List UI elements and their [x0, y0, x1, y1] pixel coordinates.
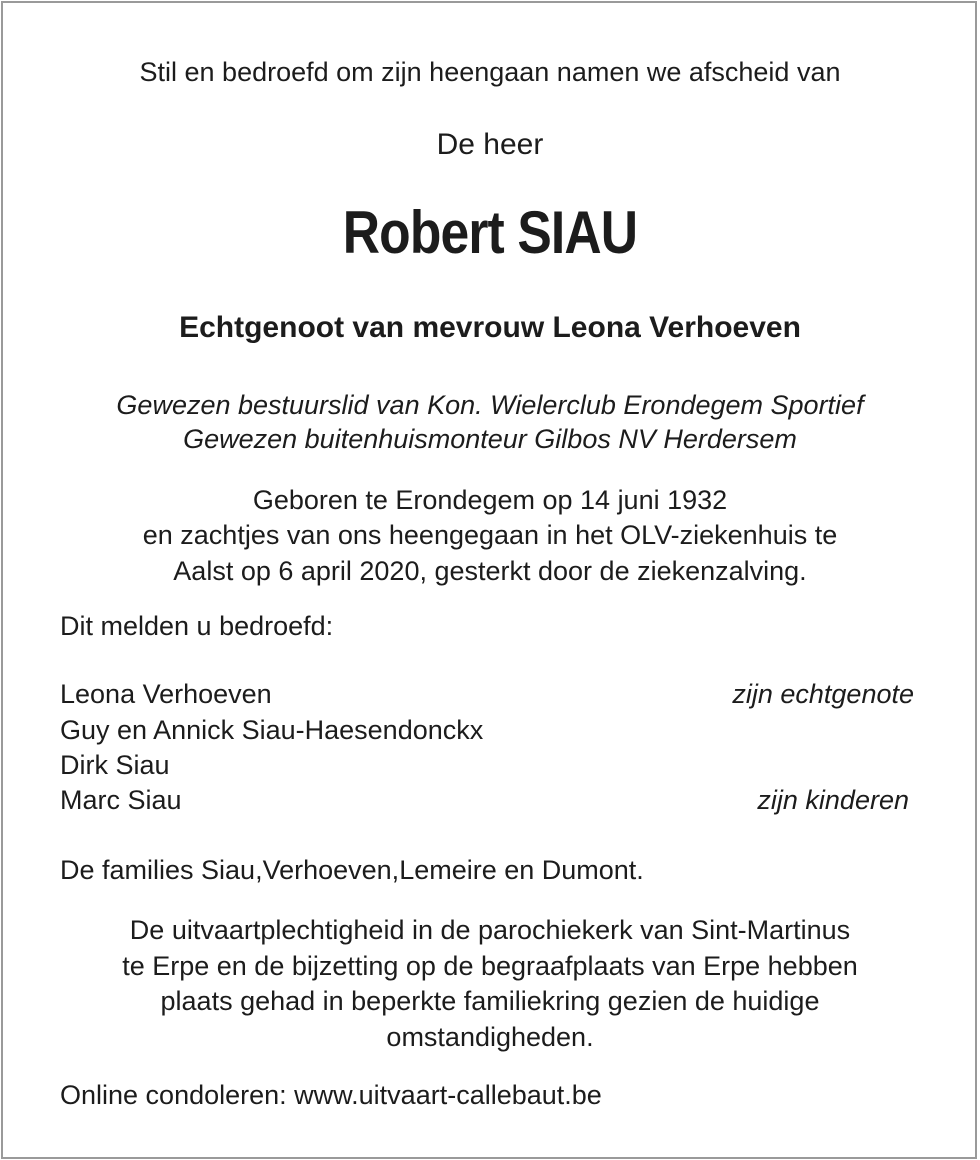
- mourner-name: Leona Verhoeven: [60, 679, 272, 709]
- families-line: De families Siau,Verhoeven,Lemeire en Dumont.: [60, 855, 644, 885]
- function-line: Gewezen bestuurslid van Kon. Wielerclub Erondegem Sportief: [116, 390, 864, 420]
- mourner-relation: zijn kinderen: [757, 785, 909, 815]
- mourner-name: Guy en Annick Siau-Haesendonckx: [60, 715, 484, 745]
- function-line: Gewezen buitenhuismonteur Gilbos NV Herdersem: [183, 424, 797, 454]
- condolence-link: Online condoleren: www.uitvaart-callebaut.be: [60, 1080, 602, 1110]
- life-detail-line: Geboren te Erondegem op 14 juni 1932: [252, 485, 728, 515]
- mourner-name: Dirk Siau: [60, 750, 170, 780]
- life-detail-line: Aalst op 6 april 2020, gesterkt door de ziekenzalving.: [173, 556, 807, 586]
- announcement-intro: Dit melden u bedroefd:: [60, 611, 334, 641]
- mourner-name: Marc Siau: [60, 785, 182, 815]
- funeral-text-line: De uitvaartplechtigheid in de parochiekerk van Sint-Martinus: [129, 915, 851, 945]
- funeral-text-line: omstandigheden.: [386, 1022, 594, 1052]
- intro-text: Stil en bedroefd om zijn heengaan namen we afscheid van: [139, 57, 841, 87]
- mourner-relation: zijn echtgenote: [732, 679, 914, 709]
- honorific: De heer: [436, 128, 544, 161]
- funeral-text-line: plaats gehad in beperkte familiekring gezien de huidige: [160, 986, 820, 1016]
- funeral-text-line: te Erpe en de bijzetting op de begraafplaats van Erpe hebben: [122, 951, 858, 981]
- deceased-name: Robert SIAU: [342, 199, 638, 266]
- life-detail-line: en zachtjes van ons heengegaan in het OLV-ziekenhuis te: [142, 520, 838, 550]
- spouse-line: Echtgenoot van mevrouw Leona Verhoeven: [179, 311, 801, 344]
